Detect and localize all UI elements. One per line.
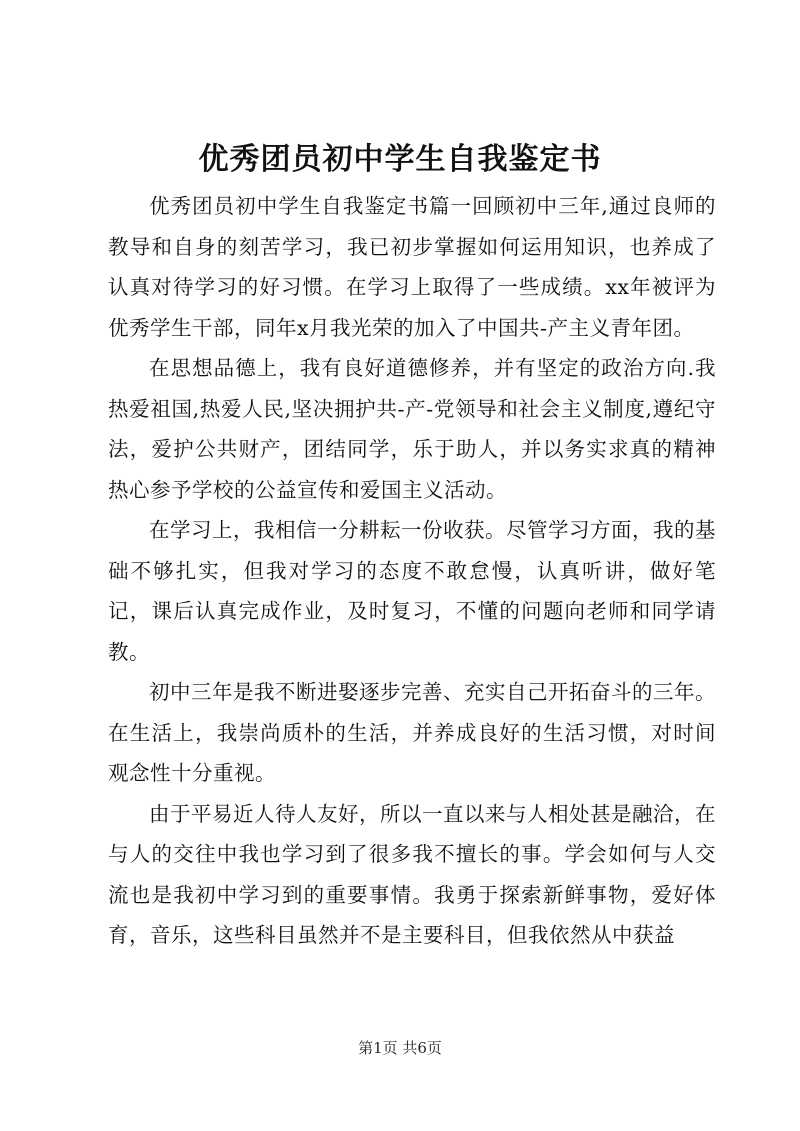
page-footer: 第1页 共6页 bbox=[358, 1039, 442, 1057]
paragraph-4: 初中三年是我不断进娶逐步完善、充实自己开拓奋斗的三年。在生活上，我崇尚质朴的生活，并养成良好的生活习惯，对时间观念性十分重视。 bbox=[108, 680, 716, 785]
paragraph-3: 在学习上，我相信一分耕耘一份收获。尽管学习方面，我的基础不够扎实，但我对学习的态度不敢怠慢，认真听讲，做好笔记，课后认真完成作业，及时复习，不懂的问题向老师和同学请教。 bbox=[108, 518, 716, 664]
page-title: 优秀团员初中学生自我鉴定书 bbox=[198, 142, 602, 177]
paragraph-2: 在思想品德上，我有良好道德修养，并有坚定的政治方向.我热爱祖国,热爱人民,坚决拥护共-产-党领导和社会主义制度,遵纪守法，爱护公共财产，团结同学，乐于助人，并以务实求真的精神热心参予学校的公益宣传和爱国主义活动。 bbox=[108, 356, 716, 502]
paragraph-5: 由于平易近人待人友好，所以一直以来与人相处甚是融洽，在与人的交往中我也学习到了很多我不擅长的事。学会如何与人交流也是我初中学习到的重要事情。我勇于探索新鲜事物，爱好体育，音乐，这些科目虽然并不是主要科目，但我依然从中获益 bbox=[108, 801, 716, 947]
paragraph-1: 优秀团员初中学生自我鉴定书篇一回顾初中三年,通过良师的教导和自身的刻苦学习，我已初步掌握如何运用知识，也养成了认真对待学习的好习惯。在学习上取得了一些成绩。xx年被评为优秀学生干部，同年x月我光荣的加入了中国共-产主义青年团。 bbox=[108, 194, 716, 340]
document-body bbox=[108, 186, 716, 956]
